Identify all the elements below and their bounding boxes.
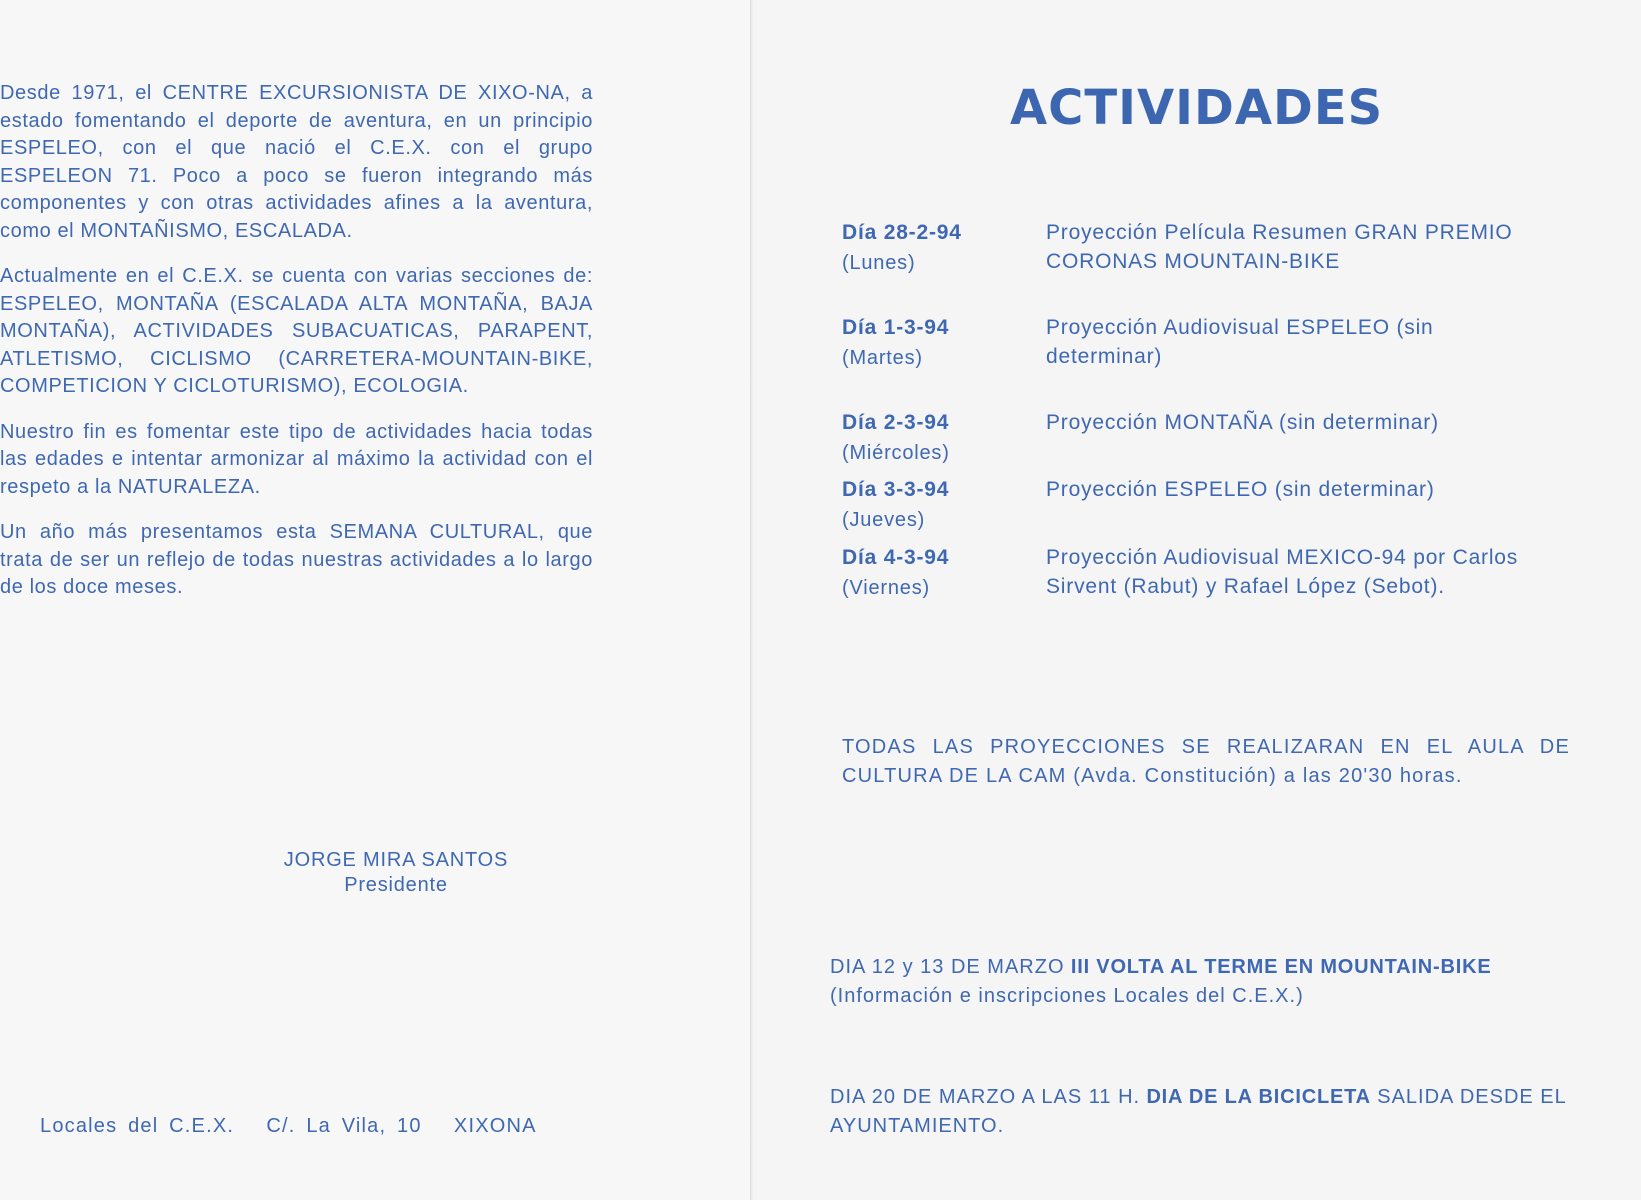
schedule-day: Día 2-3-94 — [842, 411, 950, 434]
schedule-date — [842, 475, 1042, 535]
schedule-weekday: (Lunes) — [842, 252, 916, 274]
schedule-date — [842, 543, 1042, 603]
event-volta-date: DIA 12 y 13 DE MARZO — [830, 956, 1065, 978]
intro-paragraph-1: Desde 1971, el CENTRE EXCURSIONISTA DE XIXO-NA, a estado fomentando el deporte de aventura, en un principio ESPELEO, con el que nació el C.E.X. con el grupo ESPELEON 71. Poco a poco se fueron integrando más componentes y con otras actividades afines a la aventura, como el MONTAÑISMO, ESCALADA. — [0, 82, 593, 242]
signature-block — [256, 848, 536, 898]
event-volta-detail: (Información e inscripciones Locales del C.E.X.) — [830, 985, 1304, 1007]
schedule-day: Día 4-3-94 — [842, 546, 950, 569]
event-bicicleta-detail: SALIDA DESDE EL AYUNTAMIENTO. — [830, 1086, 1567, 1137]
event-bicicleta-title: DIA DE LA BICICLETA — [1146, 1086, 1371, 1108]
schedule-day: Día 1-3-94 — [842, 316, 950, 339]
projection-notice: TODAS LAS PROYECCIONES SE REALIZARAN EN EL AULA DE CULTURA DE LA CAM (Avda. Constitución) a las 20'30 horas. — [842, 736, 1570, 787]
intro-text — [0, 80, 593, 620]
intro-paragraph-3: Nuestro fin es fomentar este tipo de actividades hacia todas las edades e intentar armonizar al máximo la actividad con el respeto a la NATURALEZA. — [0, 420, 593, 498]
schedule-weekday: (Martes) — [842, 347, 923, 369]
schedule-description: Proyección Audiovisual ESPELEO (sin determinar) — [1046, 316, 1434, 368]
signature-name: JORGE MIRA SANTOS — [283, 849, 509, 871]
left-panel — [0, 0, 752, 1200]
signature-role: Presidente — [344, 874, 448, 896]
schedule-date — [842, 408, 1042, 468]
schedule-weekday: (Miércoles) — [842, 442, 950, 464]
schedule-day: Día 3-3-94 — [842, 478, 950, 501]
schedule-day: Día 28-2-94 — [842, 221, 962, 244]
intro-paragraph-4: Un año más presentamos esta SEMANA CULTURAL, que trata de ser un reflejo de todas nuestras actividades a lo largo de los doce meses. — [0, 521, 593, 598]
schedule-description: Proyección MONTAÑA (sin determinar) — [1046, 411, 1439, 434]
schedule-date — [842, 218, 1042, 278]
schedule-description: Proyección Película Resumen GRAN PREMIO CORONAS MOUNTAIN-BIKE — [1046, 221, 1513, 273]
intro-paragraph-2: Actualmente en el C.E.X. se cuenta con varias secciones de: ESPELEO, MONTAÑA (ESCALADA ALTA MONTAÑA, BAJA MONTAÑA), ACTIVIDADES SUBACUATICAS, PARAPENT, ATLETISMO, CICLISMO (CARRETERA-MOUNTAIN-BIKE, COMPETICION Y CICLOTURISMO), ECOLOGIA. — [0, 265, 593, 397]
schedule-description: Proyección ESPELEO (sin determinar) — [1046, 478, 1435, 501]
event-volta-title: III VOLTA AL TERME EN MOUNTAIN-BIKE — [1070, 956, 1492, 978]
footer-address: Locales del C.E.X. C/. La Vila, 10 XIXONA — [40, 1115, 537, 1137]
schedule-weekday: (Viernes) — [842, 577, 930, 599]
schedule-description: Proyección Audiovisual MEXICO-94 por Carlos Sirvent (Rabut) y Rafael López (Sebot). — [1046, 546, 1519, 598]
event-bicicleta-date: DIA 20 DE MARZO A LAS 11 H. — [830, 1086, 1141, 1108]
event-bicicleta — [830, 1083, 1570, 1141]
event-volta — [830, 953, 1570, 1011]
schedule-weekday: (Jueves) — [842, 509, 926, 531]
schedule-date — [842, 313, 1042, 373]
page-title: ACTIVIDADES — [1010, 80, 1384, 136]
